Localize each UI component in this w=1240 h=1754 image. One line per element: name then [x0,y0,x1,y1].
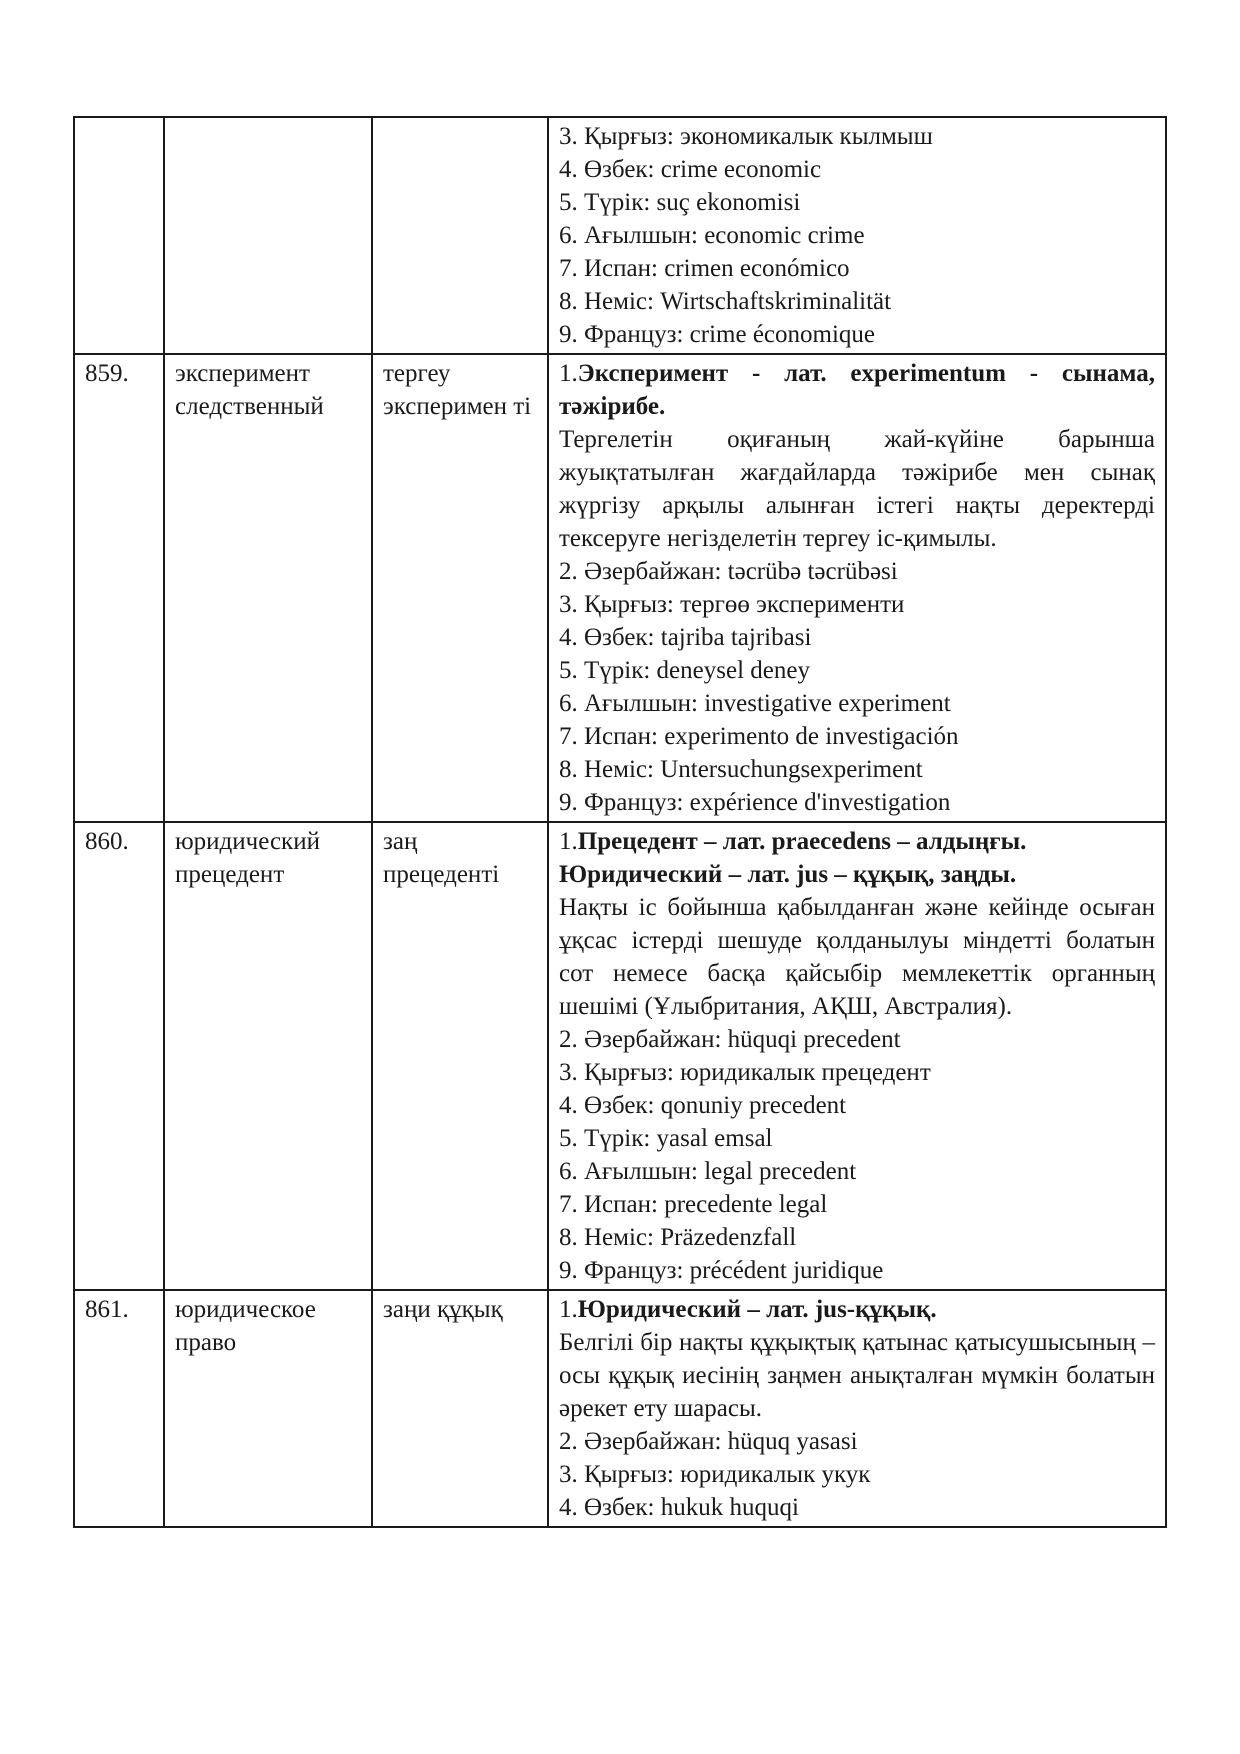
table-row [74,1290,1166,1527]
translation-line: 9. Француз: précédent juridique [559,1257,884,1284]
russian-term: эксперимент следственный [164,354,372,822]
translation-line: 7. Испан: precedente legal [559,1191,828,1218]
russian-term: юридический прецедент [164,822,372,1290]
entry-number: 859. [74,354,164,822]
translation-line: 3. Қырғыз: юридикалык прецедент [559,1059,931,1086]
translation-line: 3. Қырғыз: тергөө эксперименти [559,591,905,618]
etymology-heading: 1.Эксперимент - лат. experimentum - сынама, тәжірибе. [559,360,1155,420]
translation-line: 7. Испан: crimen económico [559,255,850,282]
kazakh-term: тергеу эксперимен ті [372,354,548,822]
definition-text: Нақты іс бойынша қабылданған және кейінде осыған ұқсас істерді шешуде қолданылуы міндетті болатын сот немесе басқа қайсыбір мемлекеттік органның шешімі (Ұлыбритания, АҚШ, Австралия). [559,894,1155,1020]
entry-number [74,117,164,354]
kazakh-term [372,117,548,354]
translation-line: 7. Испан: experimento de investigación [559,723,959,750]
translation-line: 2. Әзербайжан: hüquqi precedent [559,1026,901,1053]
kazakh-term: заңи құқық [372,1290,548,1527]
translation-line: 4. Өзбек: qonuniy precedent [559,1092,847,1119]
translation-line: 8. Неміс: Untersuchungsexperiment [559,756,923,783]
entry-details [548,354,1166,822]
translation-line: 5. Түрік: yasal emsal [559,1125,773,1152]
table-row [74,354,1166,822]
translation-line: 4. Өзбек: crime economic [559,156,822,183]
etymology-heading [559,858,1155,891]
entry-number: 861. [74,1290,164,1527]
translation-line: 6. Ағылшын: legal precedent [559,1158,857,1185]
translation-line: 6. Ағылшын: economic crime [559,222,865,249]
kazakh-term: заң прецеденті [372,822,548,1290]
table-row [74,822,1166,1290]
etymology-text: Эксперимент - лат. experimentum - сынама, тәжірибе. [559,360,1155,420]
glossary-table-body [74,117,1166,1527]
translation-line: 3. Қырғыз: экономикалык кылмыш [559,123,933,150]
translation-line: 2. Әзербайжан: təcrübə təcrübəsi [559,558,898,585]
translation-line: 2. Әзербайжан: hüquq yasasi [559,1428,858,1455]
translation-line: 8. Неміс: Präzedenzfall [559,1224,797,1251]
translation-line: 4. Өзбек: hukuk huquqi [559,1494,799,1521]
entry-details [548,822,1166,1290]
translation-line: 9. Француз: crime économique [559,321,876,348]
translation-line: 5. Түрік: deneysel deney [559,657,810,684]
russian-term [164,117,372,354]
glossary-table [73,116,1167,1528]
translation-line: 6. Ағылшын: investigative experiment [559,690,951,717]
entry-number: 860. [74,822,164,1290]
table-row [74,117,1166,354]
definition-text: Тергелетін оқиғаның жай-күйіне барынша жуықтатылған жағдайларда тәжірибе мен сынақ жүргізу арқылы алынған істегі нақты деректерді тексеруге негізделетін тергеу іс-қимылы. [559,426,1155,552]
translation-line: 9. Француз: expérience d'investigation [559,789,951,816]
etymology-text: Прецедент – лат. praecedens – алдыңғы. [577,828,1027,855]
etymology-heading: 1.Юридический – лат. jus-құқық. [559,1296,937,1323]
translation-line: 8. Неміс: Wirtschaftskriminalität [559,288,892,315]
entry-details [548,1290,1166,1527]
russian-term: юридическое право [164,1290,372,1527]
translation-line: 4. Өзбек: tajriba tajribasi [559,624,812,651]
translation-line: 5. Түрік: suç ekonomisi [559,189,801,216]
definition-text: Белгілі бір нақты құқықтық қатынас қатысушысының – осы құқық иесінің заңмен анықталған мүмкін болатын әрекет ету шарасы. [559,1329,1155,1422]
etymology-heading: 1.Прецедент – лат. praecedens – алдыңғы. [559,828,1027,855]
entry-details [548,117,1166,354]
translation-line: 3. Қырғыз: юридикалык укук [559,1461,871,1488]
etymology-text: Юридический – лат. jus – құқық, заңды. [559,861,1017,888]
etymology-text: Юридический – лат. jus-құқық. [577,1296,937,1323]
